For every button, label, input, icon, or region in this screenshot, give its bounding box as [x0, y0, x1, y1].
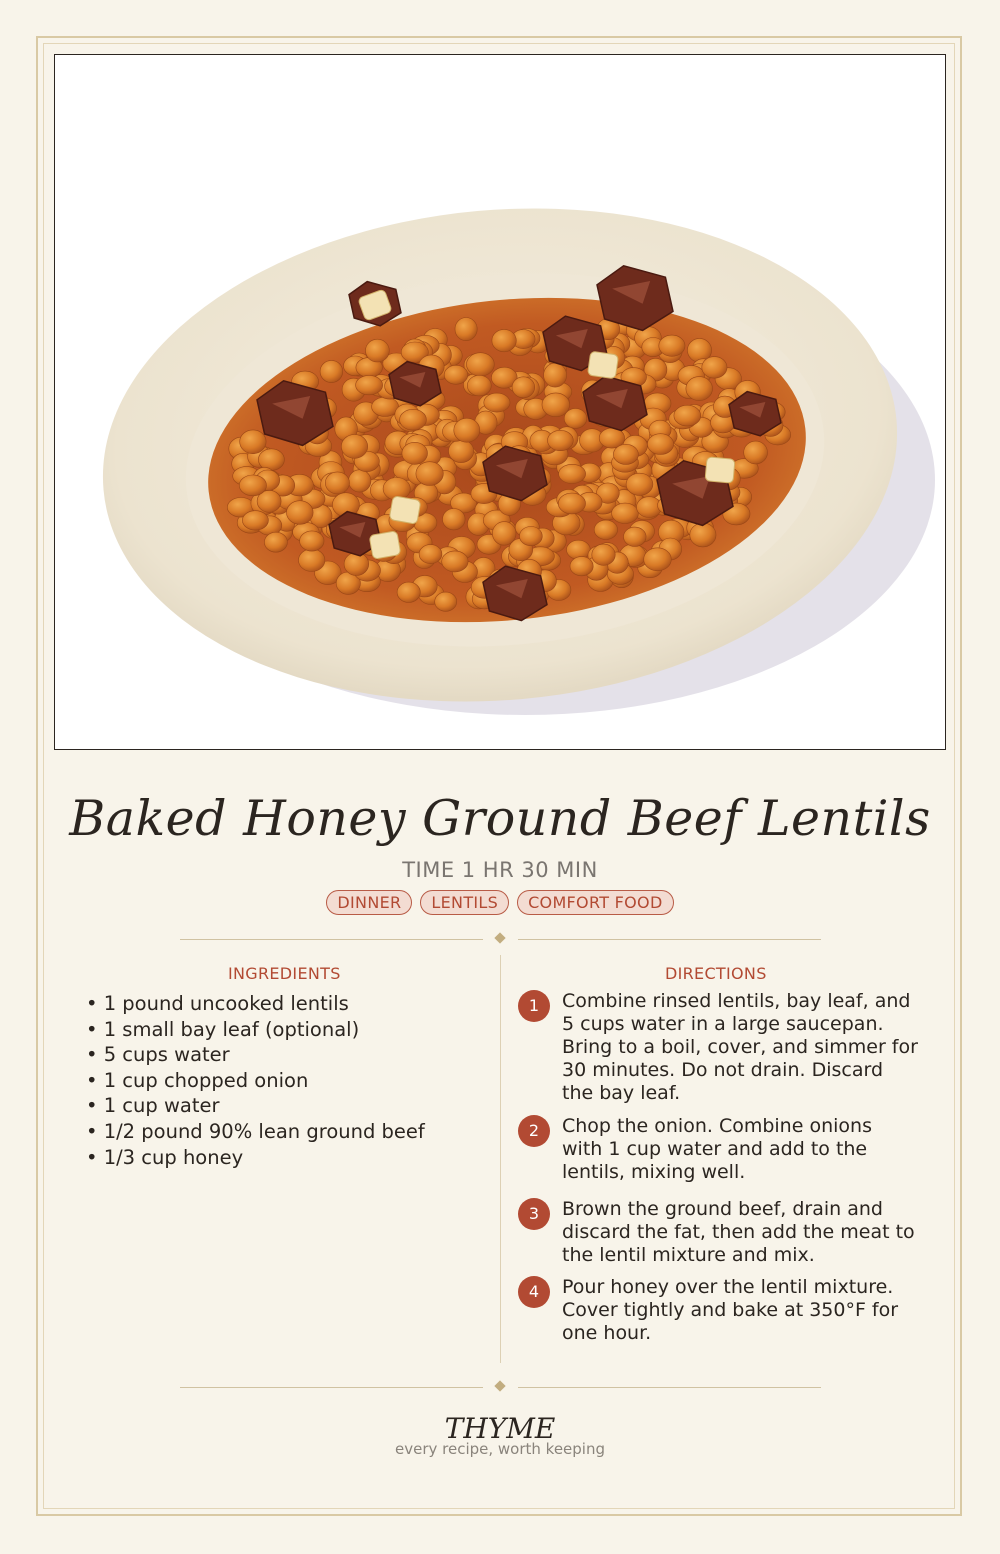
- lentil: [287, 501, 314, 525]
- step-number-badge: 4: [518, 1276, 550, 1308]
- step-number-badge: 2: [518, 1115, 550, 1147]
- lentil: [366, 339, 390, 362]
- lentil: [548, 430, 574, 450]
- tag-comfort-food[interactable]: COMFORT FOOD: [517, 890, 674, 915]
- lentil: [492, 329, 516, 351]
- directions-heading: DIRECTIONS: [665, 964, 767, 983]
- lentil: [467, 375, 491, 396]
- lentil: [492, 522, 516, 546]
- lentil: [558, 493, 585, 514]
- lentil: [592, 544, 615, 565]
- lentil: [744, 441, 768, 464]
- lentil: [659, 335, 685, 356]
- lentil: [400, 409, 427, 430]
- tag-lentils[interactable]: LENTILS: [420, 890, 509, 915]
- lentil: [341, 435, 367, 459]
- lentil: [258, 449, 284, 471]
- lentil: [484, 393, 510, 412]
- lentil: [320, 360, 343, 382]
- step-text: Combine rinsed lentils, bay leaf, and 5 cups water in a large saucepan. Bring to a boil, cover, and simmer for 30 minutes. Do not drain. Discard the bay leaf.: [562, 990, 918, 1104]
- ingredient-list: [86, 991, 486, 1170]
- ingredient-item: • 1/3 cup honey: [86, 1145, 486, 1171]
- step-text: Pour honey over the lentil mixture. Cover tightly and bake at 350°F for one hour.: [562, 1276, 899, 1344]
- lentil: [624, 527, 647, 546]
- lentil: [612, 503, 639, 523]
- tag-list: [0, 890, 1000, 915]
- ingredient-item: • 1 pound uncooked lentils: [86, 991, 486, 1017]
- onion-piece: [369, 531, 401, 559]
- ingredient-item: • 5 cups water: [86, 1042, 486, 1068]
- diamond-ornament-icon: [494, 1380, 505, 1391]
- lentil: [397, 582, 420, 602]
- ingredients-heading: INGREDIENTS: [228, 964, 341, 983]
- recipe-time: TIME 1 HR 30 MIN: [402, 858, 598, 882]
- lentil: [443, 509, 466, 530]
- lentil: [455, 318, 477, 341]
- divider-bottom: [180, 1380, 821, 1394]
- step-number-badge: 3: [518, 1198, 550, 1230]
- lentil: [240, 430, 266, 454]
- lentil: [299, 549, 325, 572]
- lentil: [419, 545, 442, 564]
- step-text: Brown the ground beef, drain and discard the fat, then add the meat to the lentil mixture and mix.: [562, 1198, 915, 1266]
- lentil: [300, 531, 324, 551]
- recipe-title: Baked Honey Ground Beef Lentils: [69, 790, 931, 847]
- lentil: [454, 418, 480, 442]
- lentil: [349, 470, 371, 492]
- lentil: [686, 377, 713, 401]
- lentil: [647, 434, 673, 455]
- lentil: [567, 540, 591, 559]
- lentil: [435, 592, 457, 611]
- lentil: [449, 440, 474, 463]
- column-divider: [500, 955, 501, 1363]
- lentil: [325, 472, 349, 494]
- onion-piece: [705, 457, 735, 483]
- lentil: [644, 548, 672, 571]
- lentil: [372, 397, 399, 416]
- lentil: [542, 393, 570, 417]
- lentil: [239, 475, 266, 496]
- lentil: [264, 532, 287, 552]
- ingredient-item: • 1 small bay leaf (optional): [86, 1017, 486, 1043]
- recipe-photo: [54, 54, 946, 750]
- lentil: [520, 527, 543, 546]
- ingredient-item: • 1 cup chopped onion: [86, 1068, 486, 1094]
- lentil: [467, 353, 495, 376]
- lentil: [674, 405, 701, 426]
- lentil: [626, 473, 653, 495]
- lentil: [402, 442, 428, 464]
- lentil: [559, 464, 586, 483]
- lentil: [242, 511, 268, 530]
- lentil: [444, 365, 468, 384]
- lentil: [613, 444, 638, 464]
- lentil: [544, 363, 567, 387]
- tag-dinner[interactable]: DINNER: [326, 890, 412, 915]
- lentil: [594, 520, 617, 539]
- lentil: [356, 375, 383, 394]
- lentil: [690, 523, 716, 547]
- ingredient-item: • 1/2 pound 90% lean ground beef: [86, 1119, 486, 1145]
- step-text: Chop the onion. Combine onions with 1 cup water and add to the lentils, mixing well.: [562, 1115, 872, 1183]
- onion-piece: [389, 496, 421, 524]
- diamond-ornament-icon: [494, 932, 505, 943]
- lentil: [570, 557, 593, 576]
- onion-piece: [587, 351, 618, 379]
- step-number-badge: 1: [518, 990, 550, 1022]
- lentil: [442, 551, 468, 572]
- lentil: [416, 462, 443, 486]
- brand-logo: THYME: [444, 1412, 556, 1445]
- lentil: [512, 377, 535, 398]
- brand-tagline: every recipe, worth keeping: [394, 1440, 605, 1458]
- divider-top: [180, 932, 821, 946]
- ingredient-item: • 1 cup water: [86, 1093, 486, 1119]
- lentil: [344, 553, 369, 576]
- lentil: [702, 357, 727, 379]
